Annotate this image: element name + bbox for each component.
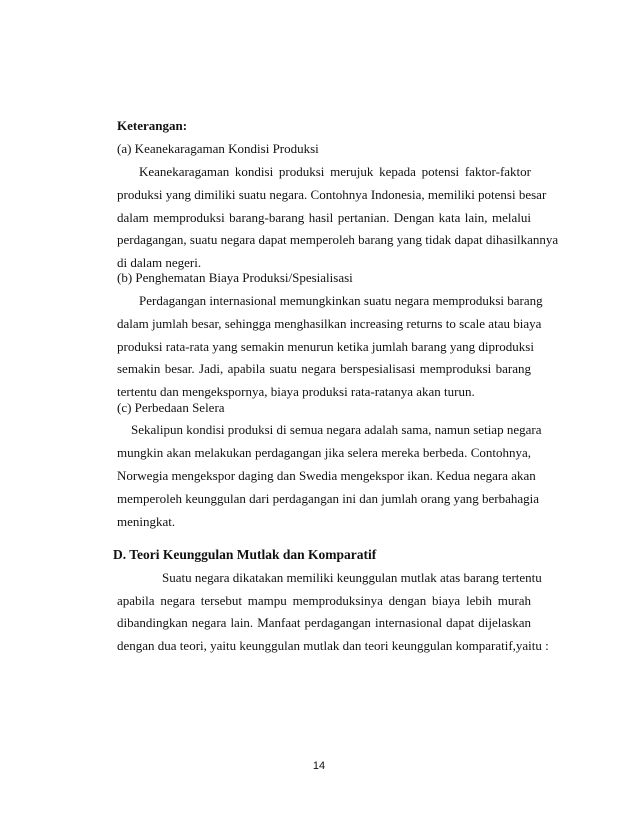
subheading-a: (a) Keanekaragaman Kondisi Produksi [117, 141, 319, 156]
paragraph-line: dengan dua teori, yaitu keunggulan mutlak dan teori keunggulan komparatif,yaitu : [117, 638, 549, 653]
paragraph-line: meningkat. [117, 514, 176, 529]
paragraph-line: Sekalipun kondisi produksi di semua negara adalah sama, namun setiap negara [131, 422, 542, 437]
paragraph-line: dalam jumlah besar, sehingga menghasilkan increasing returns to scale atau biaya [117, 316, 542, 331]
paragraph-line: perdagangan, suatu negara dapat memperoleh barang yang tidak dapat dihasilkannya [117, 232, 559, 247]
paragraph-line: Suatu negara dikatakan memiliki keunggulan mutlak atas barang tertentu [162, 570, 542, 585]
paragraph-line: Norwegia mengekspor daging dan Swedia mengekspor ikan. Kedua negara akan [117, 468, 536, 483]
paragraph-line: mungkin akan melakukan perdagangan jika selera mereka berbeda. Contohnya, [117, 445, 531, 460]
keterangan-title: Keterangan: [117, 118, 188, 133]
paragraph-line: dalam memproduksi barang-barang hasil pertanian. Dengan kata lain, melalui [117, 210, 531, 225]
paragraph-line: Perdagangan internasional memungkinkan suatu negara memproduksi barang [139, 293, 543, 308]
paragraph-line: Keanekaragaman kondisi produksi merujuk kepada potensi faktor-faktor [139, 164, 531, 179]
page-number: 14 [312, 760, 326, 772]
subheading-c: (c) Perbedaan Selera [117, 400, 225, 415]
subheading-b: (b) Penghematan Biaya Produksi/Spesialisasi [117, 270, 353, 285]
paragraph-line: di dalam negeri. [117, 255, 202, 270]
paragraph-line: semakin besar. Jadi, apabila suatu negara berspesialisasi memproduksi barang [117, 361, 531, 376]
paragraph-line: memperoleh keunggulan dari perdagangan ini dan jumlah orang yang berbahagia [117, 491, 539, 506]
paragraph-line: apabila negara tersebut mampu memproduksinya dengan biaya lebih murah [117, 593, 531, 608]
paragraph-line: dibandingkan negara lain. Manfaat perdagangan internasional dapat dijelaskan [117, 615, 531, 630]
paragraph-line: produksi rata-rata yang semakin menurun ketika jumlah barang yang diproduksi [117, 339, 534, 354]
paragraph-line: tertentu dan mengekspornya, biaya produksi rata-ratanya akan turun. [117, 384, 475, 399]
section-d-heading: D. Teori Keunggulan Mutlak dan Komparatif [113, 547, 377, 562]
paragraph-line: produksi yang dimiliki suatu negara. Contohnya Indonesia, memiliki potensi besar [117, 187, 547, 202]
